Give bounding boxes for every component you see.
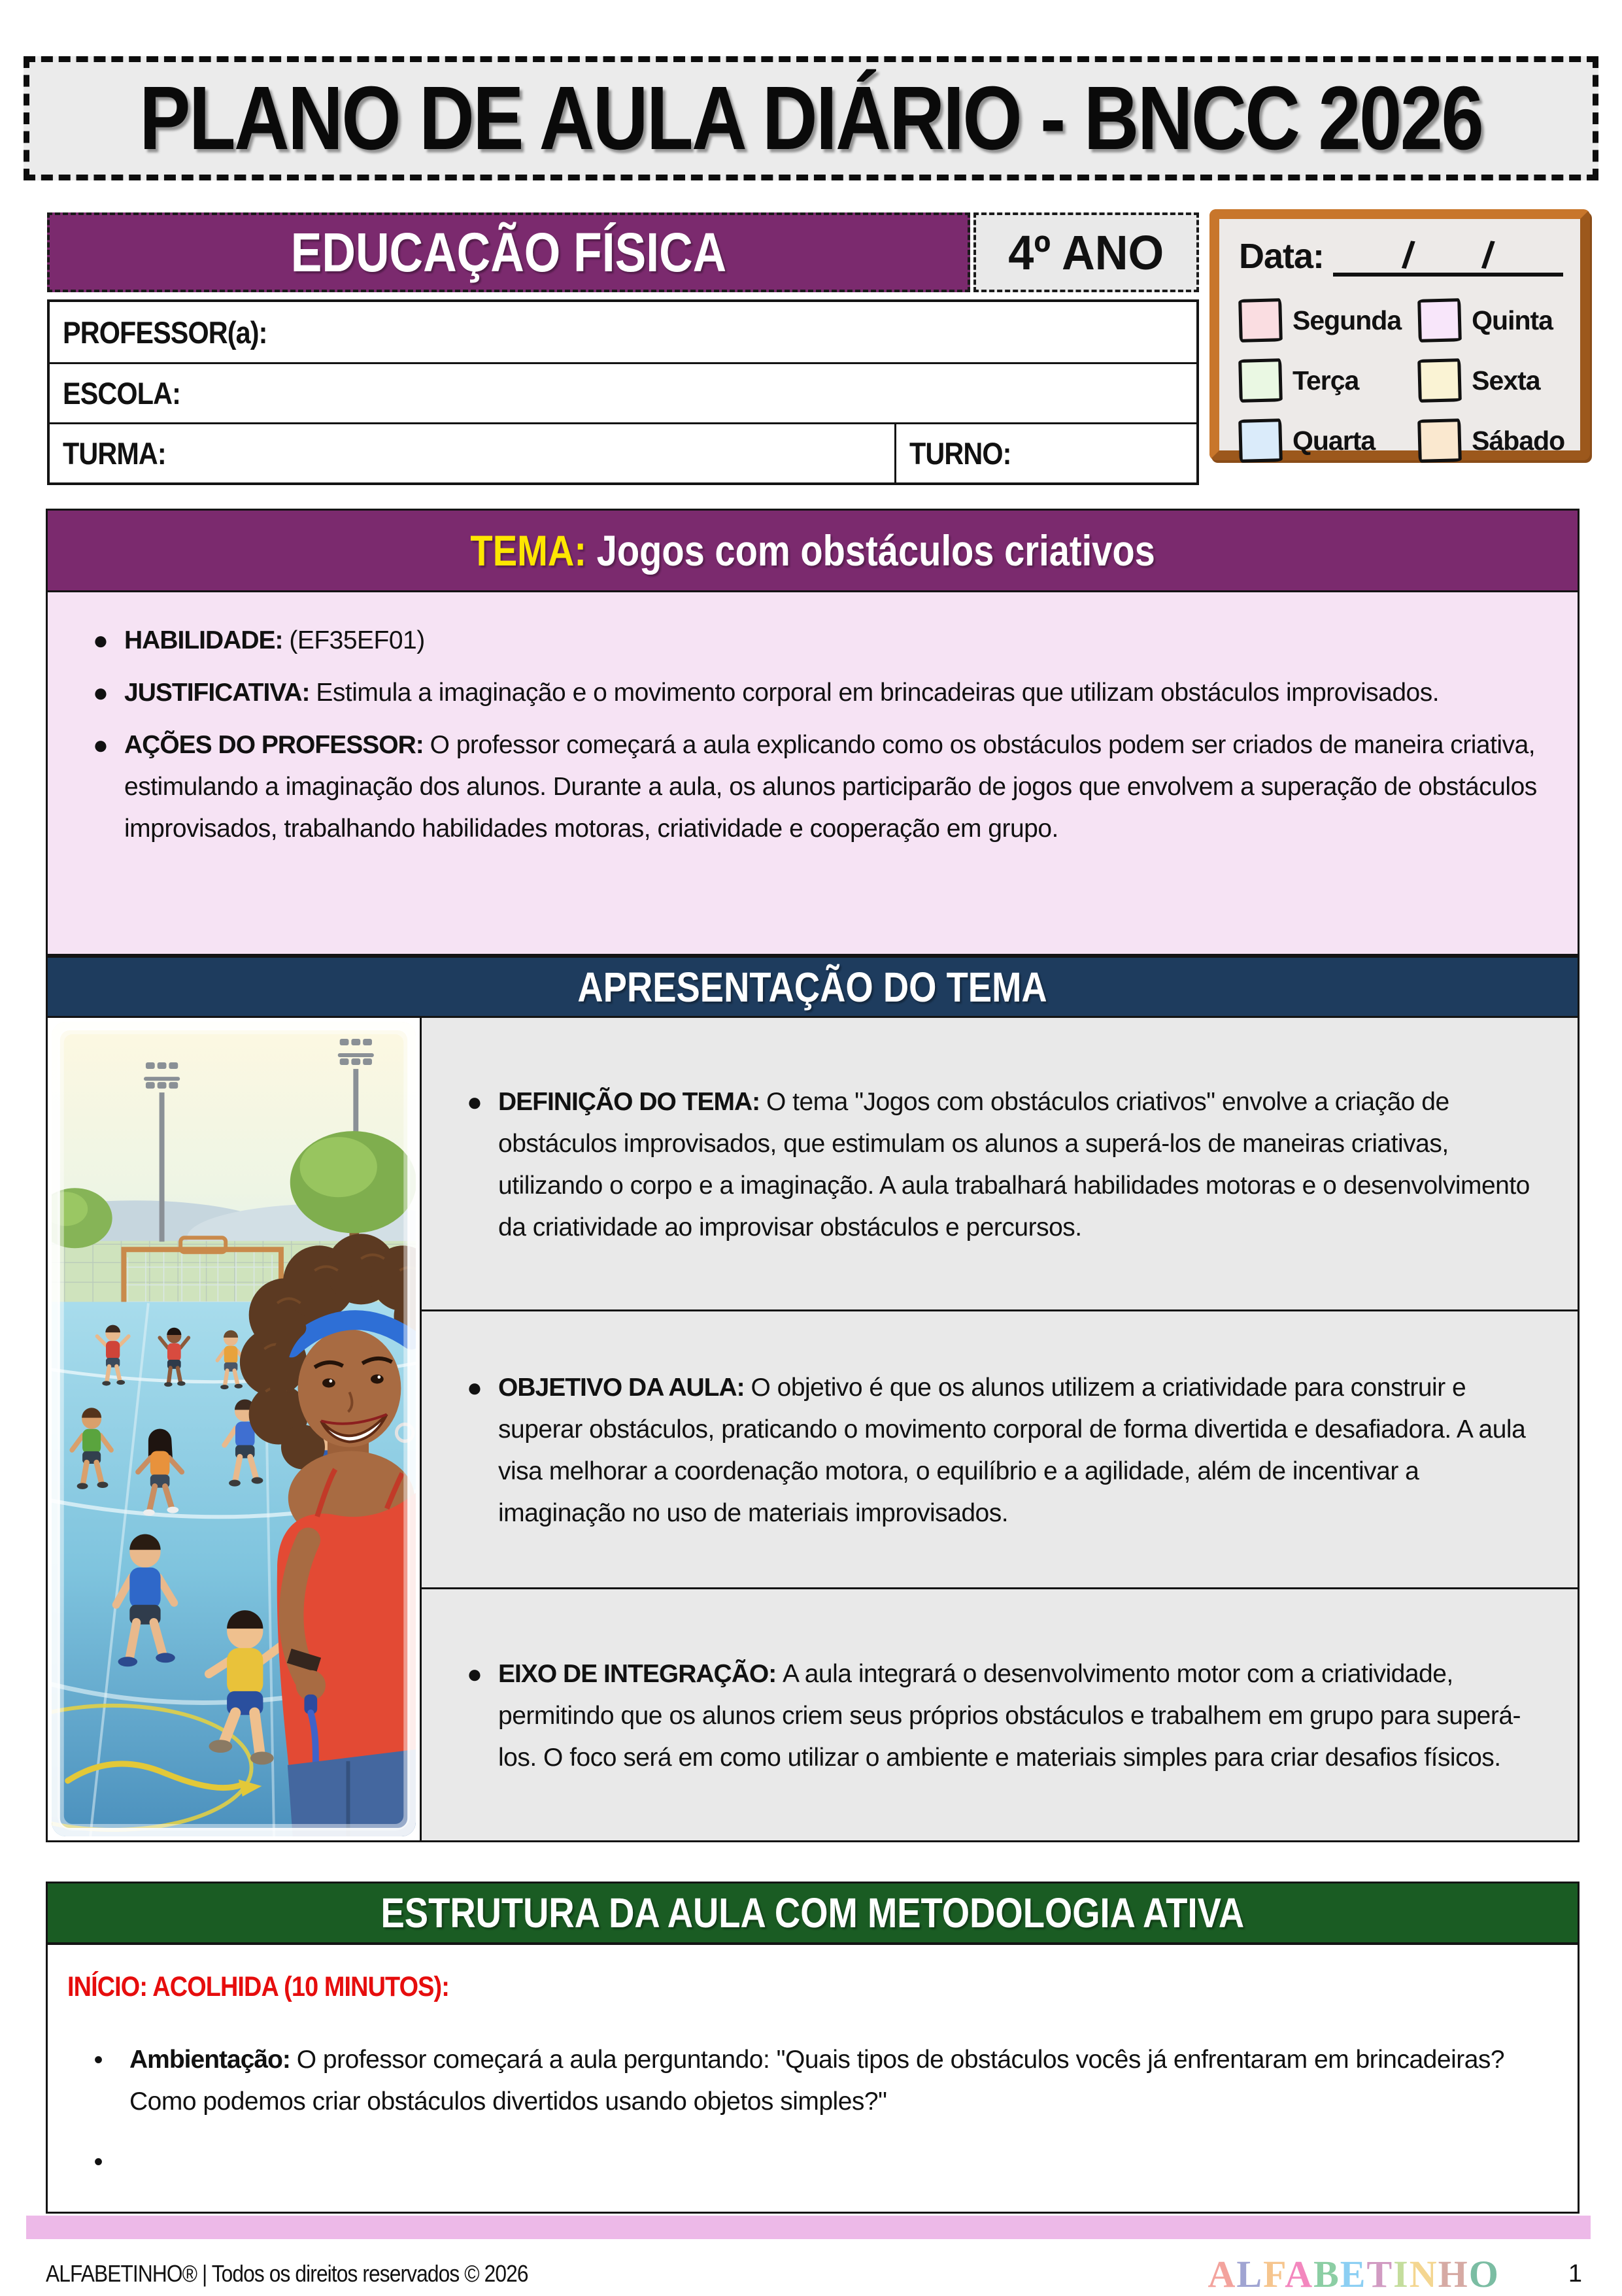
weekday-item-segunda: Segunda [1239,299,1401,342]
teacher-info-table [47,299,1199,485]
definicao-box [422,1018,1578,1309]
objetivo-box [422,1309,1578,1587]
date-slash: / [1479,233,1496,277]
turno-field[interactable] [1025,424,1196,482]
date-slash: / [1400,233,1417,277]
list-item-definicao: ● DEFINIÇÃO DO TEMA: O tema "Jogos com obstáculos criativos" envolve a criação de obstáculos improvisados, que estimulam os alunos a superá-los de maneiras criativas, utilizando o corpo e a imaginação. A aula trabalhará habilidades motoras e o desenvolvimento da criatividade ao improvisar obstáculos e percursos. [451,1081,1538,1249]
page-footer [46,2254,1582,2293]
checkbox-sabado[interactable] [1417,418,1462,463]
pe-class-illustration-svg [52,1022,416,1836]
list-item-acoes-professor: ● AÇÕES DO PROFESSOR: O professor começará a aula explicando como os obstáculos podem ser criados de maneira criativa, estimulando a imaginação dos alunos. Durante a aula, os alunos participarão de jogos que envolvem a superação de obstáculos improvisados, trabalhando habilidades motoras, criatividade e cooperação em grupo. [77,724,1542,850]
date-label: Data: [1239,237,1325,276]
escola-field[interactable] [197,364,1197,422]
teacher-face [298,1329,401,1447]
bullet-icon: ● [92,731,109,760]
checkbox-segunda[interactable] [1238,298,1283,343]
apresentacao-text-column [422,1018,1578,1840]
table-row-turma-turno [50,422,1196,482]
page-title: PLANO DE AULA DIÁRIO - BNCC 2026 [139,67,1483,169]
footer-divider-bar [26,2216,1591,2239]
weekday-checkbox-grid [1239,299,1565,456]
grade-label: 4º ANO [1008,225,1164,280]
tema-label: TEMA: [470,526,586,575]
document-title-box [24,56,1598,180]
grade-badge [973,212,1199,292]
bullet-icon: ● [92,626,109,655]
bullet-icon: ● [466,1374,483,1402]
apresentacao-banner [48,958,1578,1018]
bullet-icon: • [93,2148,103,2176]
checkbox-quinta[interactable] [1417,298,1462,343]
weekday-item-quinta: Quinta [1418,299,1564,342]
copyright-text: ALFABETINHO® | Todos os direitos reservados © 2026 [46,2260,528,2287]
page-number: 1 [1568,2259,1582,2288]
lesson-illustration [48,1018,422,1840]
subject-title: EDUCAÇÃO FÍSICA [290,221,727,283]
weekday-item-quarta: Quarta [1239,419,1401,462]
date-fill-line[interactable] [1333,235,1563,277]
tema-heading [470,526,1155,575]
estrutura-body [48,1945,1578,2212]
list-item-habilidade: ● HABILIDADE: (EF35EF01) [77,620,1542,662]
turma-label: TURMA: [63,436,166,471]
list-item-objetivo: ● OBJETIVO DA AULA: O objetivo é que os alunos utilizem a criatividade para construir e superar obstáculos, praticando o movimento corporal de forma divertida e desafiadora. A aula visa melhorar a coordenação motora, o equilíbrio e a agilidade, além de incentivar a imaginação no uso de materiais improvisados. [451,1367,1538,1534]
professor-label: PROFESSOR(a): [63,314,267,350]
bullet-icon: ● [466,1660,483,1689]
table-row-escola [50,362,1196,422]
eixo-box [422,1587,1578,1840]
apresentacao-body [48,1018,1578,1840]
subject-header-row [47,212,1199,292]
checkbox-quarta[interactable] [1238,418,1283,463]
inicio-heading: INÍCIO: ACOLHIDA (10 MINUTOS): [67,1971,449,2002]
date-board [1209,209,1590,460]
checkbox-sexta[interactable] [1417,358,1462,403]
professor-field[interactable] [295,302,1196,362]
turma-field[interactable] [180,424,894,482]
checkbox-terca[interactable] [1238,358,1283,403]
tema-details [48,592,1578,954]
estrutura-section [46,1882,1580,2214]
tema-title: Jogos com obstáculos criativos [596,526,1155,575]
list-item-justificativa: ● JUSTIFICATIVA: Estimula a imaginação e o movimento corporal em brincadeiras que utilizam obstáculos improvisados. [77,672,1542,714]
alfabetinho-logo: ALFABETINHO [1208,2252,1500,2295]
turno-label: TURNO: [909,436,1011,471]
table-row-professor [50,302,1196,362]
estrutura-banner [48,1883,1578,1945]
apresentacao-section [46,956,1580,1842]
list-item-ambientacao: • Ambientação: O professor começará a aula perguntando: "Quais tipos de obstáculos vocês já enfrentaram em brincadeiras? Como podemos criar obstáculos divertidos usando objetos simples?" [67,2039,1538,2123]
bullet-icon: • [93,2046,103,2074]
bullet-icon: ● [466,1088,483,1117]
weekday-item-sexta: Sexta [1418,359,1564,402]
estrutura-heading: ESTRUTURA DA AULA COM METODOLOGIA ATIVA [380,1889,1245,1936]
escola-label: ESCOLA: [63,376,180,411]
list-item-empty [67,2141,1538,2183]
tema-banner [48,511,1578,592]
list-item-eixo: ● EIXO DE INTEGRAÇÃO: A aula integrará o desenvolvimento motor com a criatividade, permitindo que os alunos criem seus próprios obstáculos e trabalhem em grupo para superá-los. O foco será em como utilizar o ambiente e materiais simples para criar desafios físicos. [451,1653,1538,1779]
subject-banner [47,212,970,292]
weekday-item-sabado: Sábado [1418,419,1564,462]
tema-section [46,509,1580,956]
date-row [1239,235,1563,277]
apresentacao-heading: APRESENTAÇÃO DO TEMA [577,963,1048,1011]
turno-cell [894,424,1196,482]
weekday-item-terca: Terça [1239,359,1401,402]
bullet-icon: ● [92,679,109,707]
